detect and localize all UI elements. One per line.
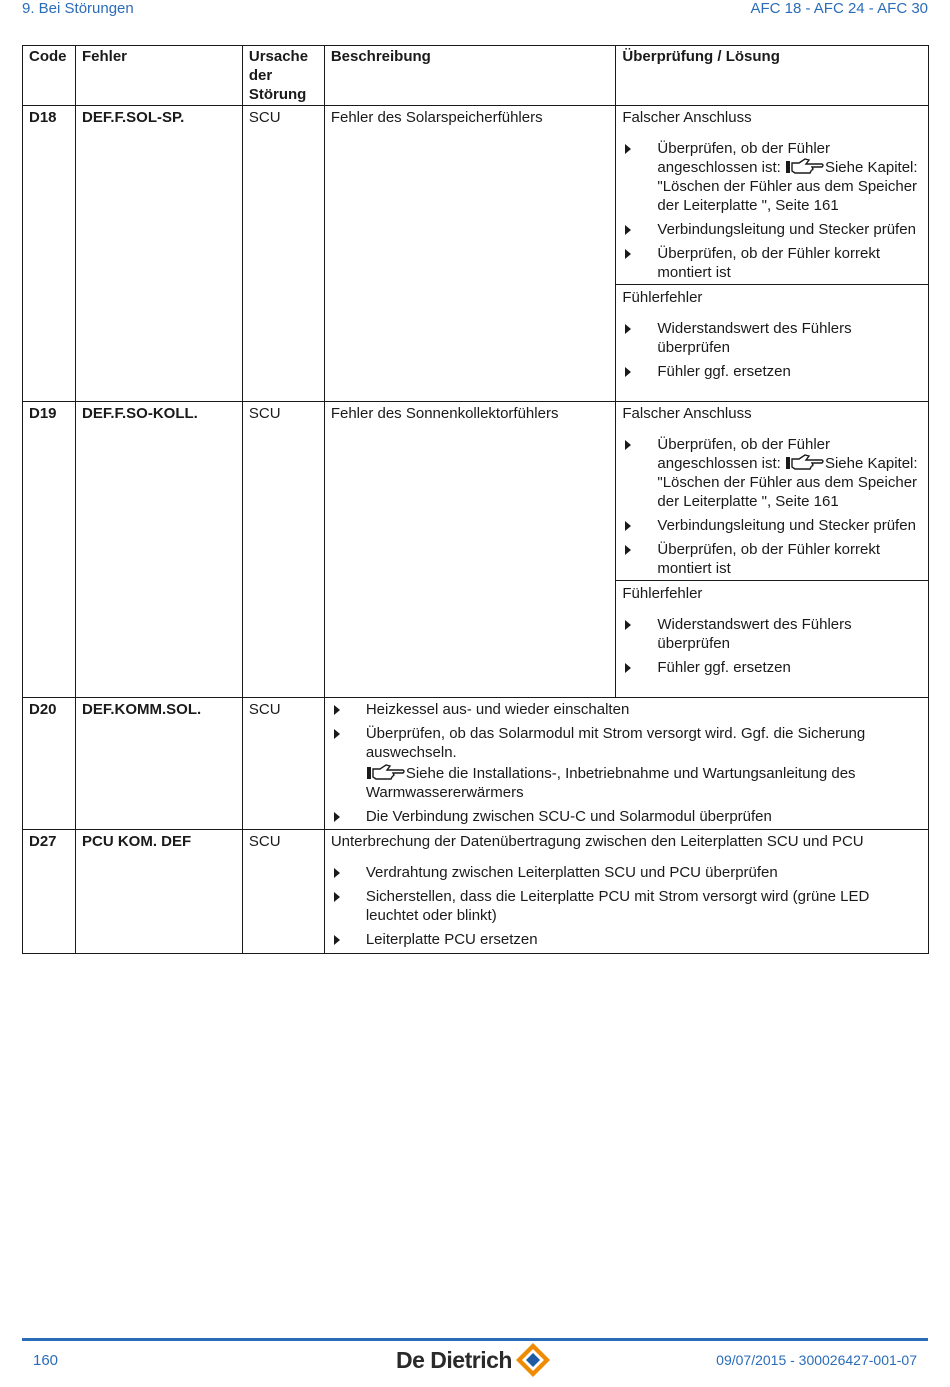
list-item	[622, 362, 922, 381]
diamond-logo-icon	[515, 1342, 551, 1378]
cause-heading: Fühlerfehler	[616, 284, 928, 311]
bullet-list	[622, 607, 922, 679]
triangle-bullet-icon	[625, 367, 631, 377]
item-text: Leiterplatte PCU ersetzen	[365, 931, 538, 948]
pointing-hand-icon	[785, 454, 825, 471]
ursache-cell: SCU	[242, 698, 324, 830]
fehler-cell: PCU KOM. DEF	[75, 830, 242, 954]
fehler-cell: DEF.F.SOL-SP.	[75, 106, 242, 402]
triangle-bullet-icon	[625, 249, 631, 259]
item-text: Sicherstellen, dass die Leiterplatte PCU mit Strom versorgt wird (grüne LED leuchtet oder blinkt)	[365, 888, 870, 924]
list-item	[331, 887, 922, 925]
list-item	[622, 516, 922, 535]
triangle-bullet-icon	[625, 144, 631, 154]
loesung-cell	[616, 402, 929, 698]
list-item	[622, 435, 922, 511]
loesung-cell	[324, 698, 928, 830]
bullet-list	[622, 427, 922, 580]
triangle-bullet-icon	[334, 892, 340, 902]
code-cell: D19	[23, 402, 76, 698]
triangle-bullet-icon	[625, 663, 631, 673]
cause-heading: Falscher Anschluss	[622, 405, 752, 422]
item-text: Die Verbindung zwischen SCU-C und Solarmodul überprüfen	[365, 808, 772, 825]
beschreibung-cell: Fehler des Sonnenkollektorfühlers	[324, 402, 616, 698]
header-models: AFC 18 - AFC 24 - AFC 30	[750, 0, 928, 17]
note-text: Siehe die Installations-, Inbetriebnahme und Wartungsanleitung des Warmwassererwärmers	[365, 765, 856, 801]
ursache-cell: SCU	[242, 402, 324, 698]
col-fehler: Fehler	[75, 46, 242, 106]
triangle-bullet-icon	[334, 868, 340, 878]
triangle-bullet-icon	[334, 729, 340, 739]
table-row-d20	[23, 698, 929, 830]
item-reference: Siehe Kapitel: "Löschen der Fühler aus dem Speicher der Leiterplatte ", Seite 161	[657, 455, 918, 510]
col-loesung: Überprüfung / Lösung	[616, 46, 929, 106]
item-text: Überprüfen, ob das Solarmodul mit Strom versorgt wird. Ggf. die Sicherung auswechseln.	[365, 725, 866, 761]
ursache-cell: SCU	[242, 830, 324, 954]
brand-logo	[396, 1340, 551, 1380]
code-cell: D18	[23, 106, 76, 402]
triangle-bullet-icon	[334, 705, 340, 715]
reference-note	[331, 764, 922, 802]
table-row-d18	[23, 106, 929, 402]
beschreibung-cell: Fehler des Solarspeicherfühlers	[324, 106, 616, 402]
list-item	[331, 700, 922, 719]
list-item	[622, 615, 922, 653]
beschreibung-cell	[324, 830, 928, 954]
list-item	[622, 244, 922, 282]
list-item	[622, 658, 922, 677]
item-text: Verbindungsleitung und Stecker prüfen	[657, 221, 916, 238]
item-text: Verdrahtung zwischen Leiterplatten SCU und PCU überprüfen	[365, 864, 778, 881]
document-id: 09/07/2015 - 300026427-001-07	[716, 1352, 917, 1368]
code-cell: D20	[23, 698, 76, 830]
triangle-bullet-icon	[625, 521, 631, 531]
list-item	[622, 220, 922, 239]
fehler-cell: DEF.F.SO-KOLL.	[75, 402, 242, 698]
col-beschreibung: Beschreibung	[324, 46, 616, 106]
page-number: 160	[33, 1352, 59, 1369]
bullet-list	[622, 311, 922, 383]
item-reference: Siehe Kapitel: "Löschen der Fühler aus dem Speicher der Leiterplatte ", Seite 161	[657, 159, 918, 214]
triangle-bullet-icon	[625, 620, 631, 630]
item-text: Widerstandswert des Fühlers überprüfen	[657, 320, 852, 356]
bullet-list	[331, 855, 922, 951]
bullet-list	[622, 131, 922, 284]
list-item	[331, 724, 922, 762]
list-item	[331, 807, 922, 826]
loesung-cell	[616, 106, 929, 402]
list-item	[622, 319, 922, 357]
cause-heading: Fühlerfehler	[616, 580, 928, 607]
item-text: Fühler ggf. ersetzen	[657, 659, 791, 676]
triangle-bullet-icon	[334, 812, 340, 822]
list-item	[622, 540, 922, 578]
triangle-bullet-icon	[334, 935, 340, 945]
item-text: Überprüfen, ob der Fühler angeschlossen ist:	[657, 140, 830, 176]
item-text: Heizkessel aus- und wieder einschalten	[365, 701, 630, 718]
code-cell: D27	[23, 830, 76, 954]
header-section: 9. Bei Störungen	[22, 0, 134, 17]
item-text: Widerstandswert des Fühlers überprüfen	[657, 616, 852, 652]
item-text: Überprüfen, ob der Fühler korrekt montiert ist	[657, 245, 880, 281]
pointing-hand-icon	[366, 764, 406, 781]
fehler-cell: DEF.KOMM.SOL.	[75, 698, 242, 830]
pointing-hand-icon	[785, 158, 825, 175]
brand-name: De Dietrich	[396, 1346, 512, 1373]
ursache-cell: SCU	[242, 106, 324, 402]
col-code: Code	[23, 46, 76, 106]
triangle-bullet-icon	[625, 440, 631, 450]
list-item	[331, 863, 922, 882]
triangle-bullet-icon	[625, 324, 631, 334]
table-row-d27	[23, 830, 929, 954]
item-text: Fühler ggf. ersetzen	[657, 363, 791, 380]
description-heading: Unterbrechung der Datenübertragung zwischen den Leiterplatten SCU und PCU	[330, 833, 864, 850]
table-header-row	[23, 46, 929, 106]
item-text: Verbindungsleitung und Stecker prüfen	[657, 517, 916, 534]
item-text: Überprüfen, ob der Fühler korrekt montiert ist	[657, 541, 880, 577]
col-ursache: Ursache der Störung	[242, 46, 324, 106]
item-text: Überprüfen, ob der Fühler angeschlossen ist:	[657, 436, 830, 472]
triangle-bullet-icon	[625, 225, 631, 235]
list-item	[331, 930, 922, 949]
cause-heading: Falscher Anschluss	[622, 109, 752, 126]
error-table	[22, 45, 929, 954]
list-item	[622, 139, 922, 215]
triangle-bullet-icon	[625, 545, 631, 555]
table-row-d19	[23, 402, 929, 698]
